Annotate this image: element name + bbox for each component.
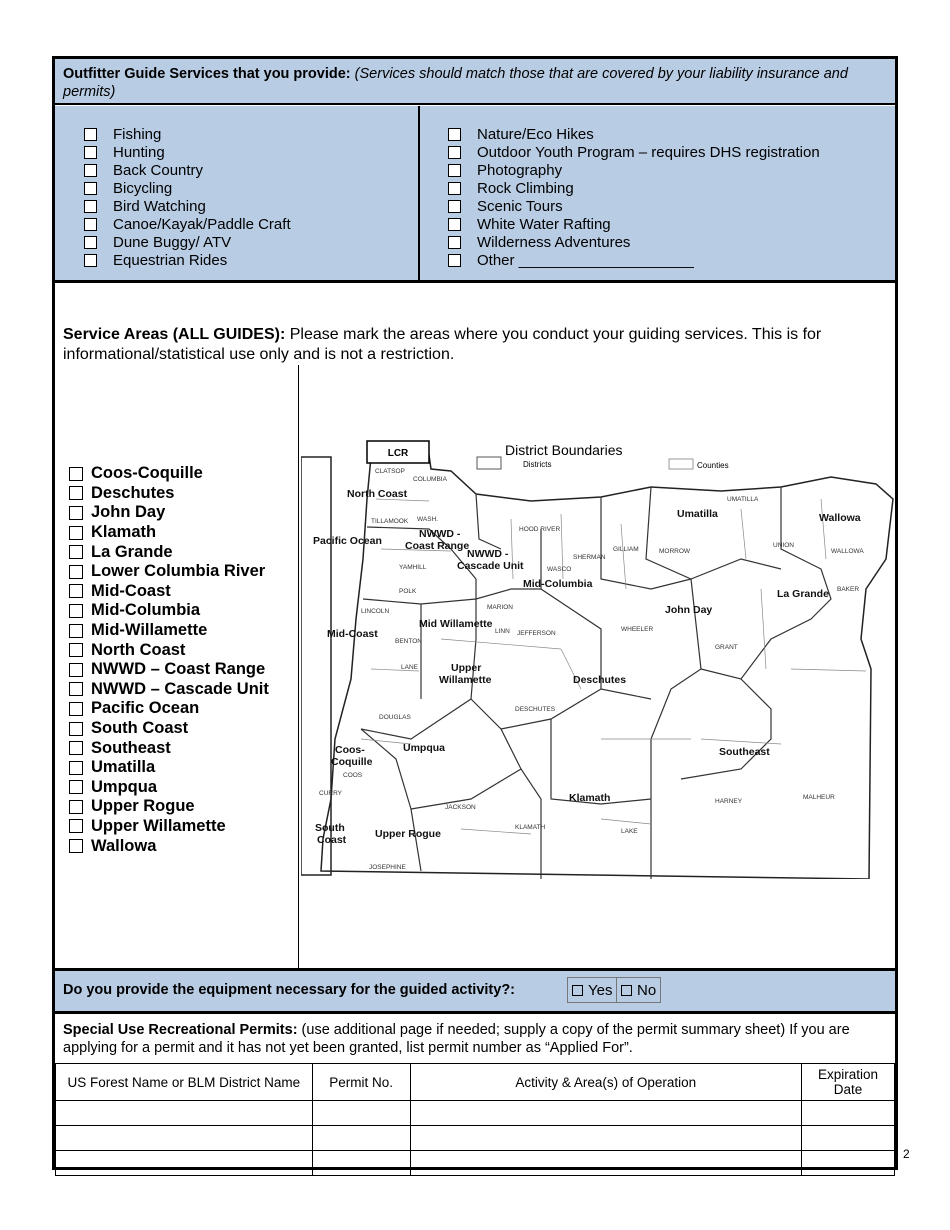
map-county-label: DESCHUTES: [515, 706, 556, 713]
checkbox[interactable]: [69, 819, 83, 833]
services-right-column: [448, 126, 820, 269]
map-district-label: NWWD -: [419, 528, 461, 540]
map-district-label: Deschutes: [573, 674, 627, 686]
area-option[interactable]: Klamath: [69, 523, 269, 543]
services-title: Outfitter Guide Services that you provide:: [63, 66, 351, 82]
service-option[interactable]: Other _____________________: [448, 251, 820, 269]
checkbox[interactable]: [69, 682, 83, 696]
map-county-label: COOS: [343, 772, 363, 779]
map-county-label: SHERMAN: [573, 554, 606, 561]
area-option[interactable]: North Coast: [69, 640, 269, 660]
map-county-label: JACKSON: [445, 804, 476, 811]
table-cell[interactable]: [56, 1101, 313, 1126]
yes-option[interactable]: Yes: [567, 977, 617, 1003]
checkbox[interactable]: [69, 722, 83, 736]
map-district-label: Mid Willamette: [419, 618, 493, 630]
table-cell[interactable]: [410, 1126, 801, 1151]
checkbox[interactable]: [69, 800, 83, 814]
map-district-label: Mid-Coast: [327, 628, 378, 640]
map-district-label: Upper Rogue: [375, 828, 441, 840]
table-cell[interactable]: [56, 1151, 313, 1176]
checkbox[interactable]: [448, 200, 461, 213]
map-county-label: JOSEPHINE: [369, 864, 406, 871]
service-option[interactable]: Canoe/Kayak/Paddle Craft: [84, 215, 291, 233]
service-areas-text: Service Areas (ALL GUIDES): Please mark the areas where you conduct your guiding services. This is for informational/statistical use only and is not a restriction.: [63, 326, 822, 363]
table-cell[interactable]: [802, 1151, 895, 1176]
map-county-label: POLK: [399, 588, 417, 595]
services-header: [55, 59, 895, 103]
map-county-label: WASCO: [547, 566, 572, 573]
checkbox[interactable]: [84, 128, 97, 141]
map-district-label: Coast Range: [405, 540, 470, 552]
area-option[interactable]: Upper Rogue: [69, 797, 269, 817]
district-boundaries-map: [301, 439, 897, 879]
area-option[interactable]: Mid-Coast: [69, 582, 269, 602]
map-district-label: Umatilla: [677, 508, 718, 520]
map-county-label: UMATILLA: [727, 496, 759, 503]
no-checkbox[interactable]: [621, 985, 632, 996]
form-frame: [52, 56, 898, 1170]
map-county-label: WASH.: [417, 516, 439, 523]
checkbox[interactable]: [69, 643, 83, 657]
checkbox[interactable]: [69, 584, 83, 598]
map-county-label: LANE: [401, 664, 418, 671]
table-cell[interactable]: [802, 1126, 895, 1151]
checkbox[interactable]: [69, 780, 83, 794]
table-row: [56, 1101, 895, 1126]
table-cell[interactable]: [56, 1126, 313, 1151]
map-district-label: Umpqua: [403, 742, 445, 754]
area-option[interactable]: Mid-Columbia: [69, 601, 269, 621]
area-option[interactable]: John Day: [69, 503, 269, 523]
area-option[interactable]: Pacific Ocean: [69, 699, 269, 719]
map-county-label: MARION: [487, 604, 513, 611]
map-county-label: LAKE: [621, 828, 638, 835]
checkbox[interactable]: [69, 526, 83, 540]
map-county-label: LINCOLN: [361, 608, 390, 615]
checkbox[interactable]: [69, 545, 83, 559]
service-option[interactable]: Wilderness Adventures: [448, 233, 820, 251]
map-county-label: BAKER: [837, 586, 860, 593]
map-county-label: CLATSOP: [375, 468, 405, 475]
table-cell[interactable]: [312, 1126, 410, 1151]
map-county-label: WALLOWA: [831, 548, 864, 555]
column-header: Activity & Area(s) of Operation: [410, 1064, 801, 1101]
area-option[interactable]: Upper Willamette: [69, 817, 269, 837]
map-district-label: Coquille: [331, 756, 373, 768]
legend-counties: Counties: [697, 461, 729, 470]
table-cell[interactable]: [312, 1151, 410, 1176]
legend-districts: Districts: [523, 460, 552, 469]
service-option[interactable]: Back Country: [84, 162, 291, 180]
map-district-label: Upper: [451, 662, 482, 674]
map-title: District Boundaries: [505, 442, 623, 458]
checkbox[interactable]: [448, 164, 461, 177]
map-district-label: Southeast: [719, 746, 770, 758]
area-option[interactable]: Lower Columbia River: [69, 562, 269, 582]
map-county-label: MORROW: [659, 548, 691, 555]
area-option[interactable]: Coos-Coquille: [69, 464, 269, 484]
checkbox[interactable]: [69, 624, 83, 638]
service-option[interactable]: White Water Rafting: [448, 215, 820, 233]
map-county-label: JEFFERSON: [517, 630, 556, 637]
services-note: (Services should match those that are covered by your liability insurance and permits): [63, 66, 848, 100]
equipment-question-row: [55, 971, 895, 1011]
checkbox[interactable]: [69, 506, 83, 520]
map-district-label: Wallowa: [819, 512, 861, 524]
checkbox[interactable]: [84, 164, 97, 177]
permits-title: Special Use Recreational Permits:: [63, 1022, 298, 1038]
checkbox[interactable]: [448, 146, 461, 159]
map-county-label: LINN: [495, 628, 510, 635]
map-district-label: South: [315, 822, 345, 834]
service-option[interactable]: Outdoor Youth Program – requires DHS registration: [448, 144, 820, 162]
map-county-label: YAMHILL: [399, 564, 427, 571]
column-header: Permit No.: [312, 1064, 410, 1101]
map-county-label: GILLIAM: [613, 546, 639, 553]
checkbox[interactable]: [69, 761, 83, 775]
service-option[interactable]: Equestrian Rides: [84, 251, 291, 269]
service-option[interactable]: Bicycling: [84, 180, 291, 198]
checkbox[interactable]: [69, 467, 83, 481]
map-county-label: GRANT: [715, 644, 738, 651]
area-option[interactable]: Umatilla: [69, 758, 269, 778]
area-option[interactable]: Southeast: [69, 738, 269, 758]
map-county-label: DOUGLAS: [379, 714, 411, 721]
service-option[interactable]: Rock Climbing: [448, 180, 820, 198]
table-cell[interactable]: [410, 1101, 801, 1126]
checkbox[interactable]: [84, 218, 97, 231]
service-area-list: [69, 464, 269, 856]
checkbox[interactable]: [69, 702, 83, 716]
map-district-label: Willamette: [439, 674, 492, 686]
checkbox[interactable]: [84, 200, 97, 213]
map-county-label: KLAMATH: [515, 824, 546, 831]
checkbox[interactable]: [84, 146, 97, 159]
map-district-label: Cascade Unit: [457, 560, 524, 572]
area-option[interactable]: NWWD – Coast Range: [69, 660, 269, 680]
page-number: 2: [903, 1147, 910, 1161]
table-row: [56, 1126, 895, 1151]
yes-checkbox[interactable]: [572, 985, 583, 996]
map-county-label: HOOD RIVER: [519, 526, 561, 533]
checkbox[interactable]: [69, 604, 83, 618]
area-option[interactable]: Mid-Willamette: [69, 621, 269, 641]
map-county-label: CURRY: [319, 790, 342, 797]
map-district-label: NWWD -: [467, 548, 509, 560]
checkbox[interactable]: [69, 741, 83, 755]
service-option[interactable]: Fishing: [84, 126, 291, 144]
column-header: Expiration Date: [802, 1064, 895, 1101]
map-county-label: UNION: [773, 542, 794, 549]
services-checklist: [55, 106, 895, 280]
map-county-label: HARNEY: [715, 798, 743, 805]
checkbox[interactable]: [448, 236, 461, 249]
table-header-row: [56, 1064, 895, 1101]
checkbox[interactable]: [84, 254, 97, 267]
map-district-label: La Grande: [777, 588, 829, 600]
map-district-label: Mid-Columbia: [523, 578, 593, 590]
area-option[interactable]: NWWD – Cascade Unit: [69, 680, 269, 700]
checkbox[interactable]: [448, 182, 461, 195]
area-option[interactable]: Deschutes: [69, 484, 269, 504]
checkbox[interactable]: [69, 486, 83, 500]
lcr-label: LCR: [387, 448, 409, 459]
table-cell[interactable]: [802, 1101, 895, 1126]
table-row: [56, 1151, 895, 1176]
map-district-label: Coast: [317, 834, 347, 846]
service-option[interactable]: Bird Watching: [84, 198, 291, 216]
checkbox[interactable]: [84, 182, 97, 195]
map-county-label: COLUMBIA: [413, 476, 447, 483]
map-county-label: MALHEUR: [803, 794, 835, 801]
table-cell[interactable]: [410, 1151, 801, 1176]
checkbox[interactable]: [69, 565, 83, 579]
permits-instructions: Special Use Recreational Permits: (use additional page if needed; supply a copy of the permit summary sheet) If you are applying for a permit and it has not yet been granted, list permit number as “Applied For”.: [63, 1022, 850, 1056]
service-option[interactable]: Hunting: [84, 144, 291, 162]
table-cell[interactable]: [312, 1101, 410, 1126]
map-county-label: TILLAMOOK: [371, 518, 409, 525]
area-option[interactable]: Wallowa: [69, 836, 269, 856]
checkbox[interactable]: [69, 663, 83, 677]
area-option[interactable]: Umpqua: [69, 778, 269, 798]
map-district-label: North Coast: [347, 488, 408, 500]
area-option[interactable]: La Grande: [69, 542, 269, 562]
area-option[interactable]: South Coast: [69, 719, 269, 739]
service-option[interactable]: Nature/Eco Hikes: [448, 126, 820, 144]
checkbox[interactable]: [448, 128, 461, 141]
checkbox[interactable]: [69, 839, 83, 853]
checkbox[interactable]: [448, 218, 461, 231]
service-option[interactable]: Dune Buggy/ ATV: [84, 233, 291, 251]
map-county-label: BENTON: [395, 638, 422, 645]
service-option[interactable]: Photography: [448, 162, 820, 180]
checkbox[interactable]: [84, 236, 97, 249]
map-district-label: John Day: [665, 604, 713, 616]
map-district-label: Coos-: [335, 744, 365, 756]
services-left-column: [84, 126, 291, 269]
service-option[interactable]: Scenic Tours: [448, 198, 820, 216]
service-areas-title: Service Areas (ALL GUIDES):: [63, 326, 286, 343]
checkbox[interactable]: [448, 254, 461, 267]
map-county-label: WHEELER: [621, 626, 654, 633]
equipment-question: Do you provide the equipment necessary for the guided activity?:: [63, 982, 515, 998]
map-district-label: Pacific Ocean: [313, 535, 382, 547]
permits-table: [55, 1063, 895, 1176]
column-header: US Forest Name or BLM District Name: [56, 1064, 313, 1101]
map-district-label: Klamath: [569, 792, 611, 804]
no-option[interactable]: No: [617, 977, 661, 1003]
